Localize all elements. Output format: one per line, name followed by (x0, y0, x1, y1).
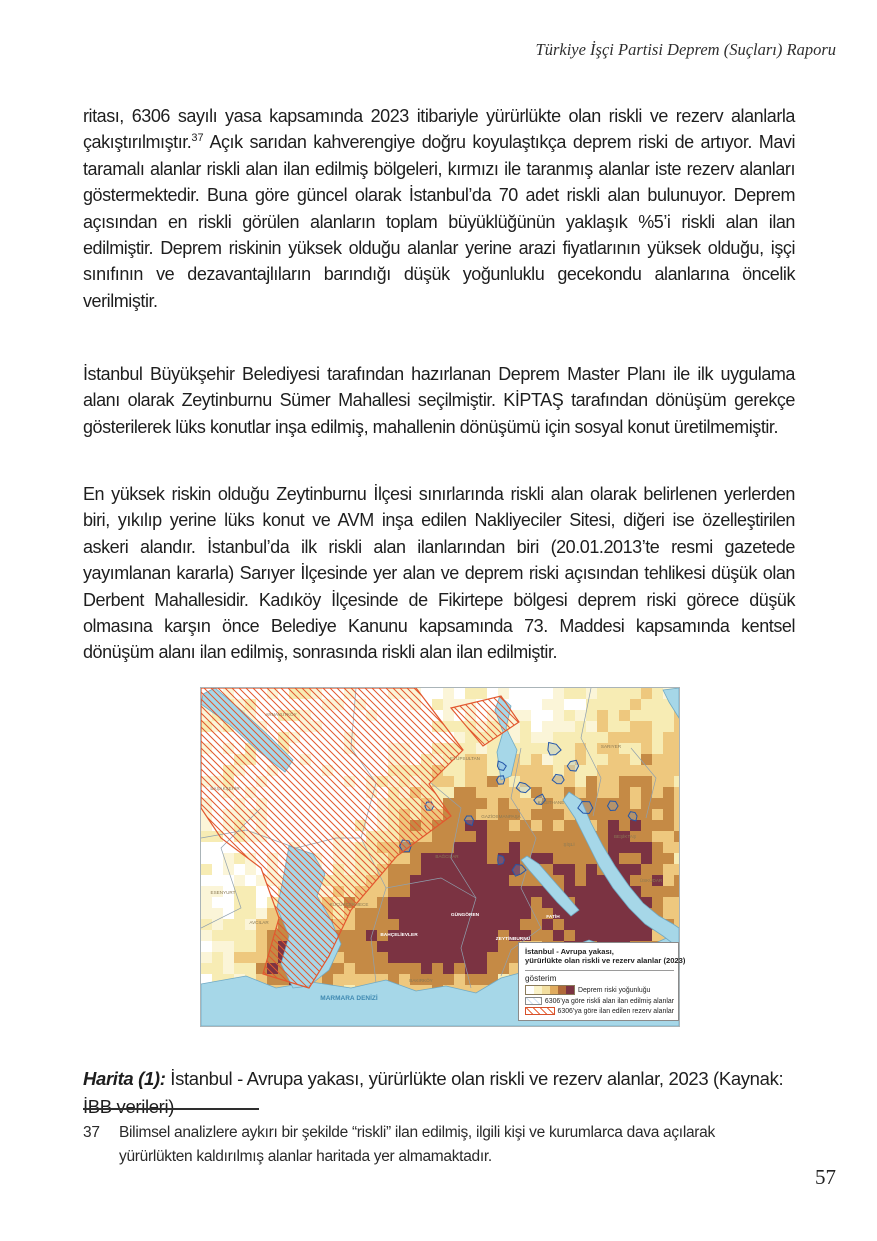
legend-item-reserve (525, 1007, 674, 1015)
legend-item-density (525, 985, 674, 995)
ramp-color-cell (534, 986, 542, 994)
footnote-separator (83, 1108, 259, 1110)
paragraph-1-text: ritası, 6306 sayılı yasa kapsamında 2023 itibariyle yürürlükte olan riskli ve rezerv alanlarla çakıştırılmıştır. (83, 106, 795, 153)
footnote-37 (83, 1121, 773, 1169)
caption-text: İstanbul - Avrupa yakası, yürürlükte olan riskli ve rezerv alanlar, 2023 (Kaynak: İBB verileri) (83, 1067, 784, 1117)
ramp-color-cell (550, 986, 558, 994)
legend-section-label: gösterim (525, 974, 557, 983)
footnote-text: Bilimsel analizlere aykırı bir şekilde “riskli” ilan edilmiş, ilgili kişi ve kurumlarca dava açılarak yürürlükten kaldırılmış alanlar haritada yer almamaktadır. (119, 1124, 715, 1165)
risk-density-ramp-swatch (525, 985, 575, 995)
map-legend (518, 942, 686, 1021)
figure-caption (83, 1065, 795, 1121)
ramp-color-cell (566, 986, 574, 994)
running-header: Türkiye İşçi Partisi Deprem (Suçları) Raporu (535, 40, 836, 59)
risky-area-swatch (525, 997, 542, 1005)
legend-title-line1: İstanbul - Avrupa yakası, (525, 946, 614, 956)
paragraph-3: En yüksek riskin olduğu Zeytinburnu İlçesi sınırlarında riskli alan olarak belirlenen yerlerden biri, yıkılıp yerine lüks konut ve AVM inşa edilen Nakliyeciler Sitesi, diğeri ise özelleştirilen askeri alandır. İstanbul’da ilk riskli alan ilanlarından biri (20.01.2013’te resmi gazetede yayımlanan kararla) Sarıyer İlçesinde yer alan ve deprem riski açısından tehlikesi düşük olan Derbent Mahallesidir. Kadıköy İlçesinde de Fikirtepe bölgesi deprem riski görece düşük olmasına karşın önce Belediye Kanunu kapsamında 73. Maddesi kapsamında kentsel dönüşüm alanı ilan edilmiş, sonrasında riskli alan ilan edilmiştir. (83, 484, 795, 663)
caption-prefix: Harita (1): (83, 1067, 166, 1089)
legend-title (525, 946, 686, 971)
legend-item-density-label: Deprem riski yoğunluğu (578, 986, 651, 994)
footnote-number: 37 (83, 1124, 100, 1141)
ramp-color-cell (542, 986, 550, 994)
legend-item-reserve-label: 6306’ya göre ilan edilen rezerv alanlar (557, 1007, 674, 1015)
legend-title-line2: yürürlükte olan riskli ve rezerv alanlar (2023) (525, 956, 686, 966)
ramp-color-cell (526, 986, 534, 994)
paragraph-2: İstanbul Büyükşehir Belediyesi tarafından hazırlanan Deprem Master Planı ile ilk uygulama alanı olarak Zeytinburnu Sümer Mahallesi seçilmiştir. KİPTAŞ tarafından dönüşüm gerekçe gösterilerek lüks konutlar inşa edilmiş, mahallenin dönüşümü için sosyal konut üretilmemiştir. (83, 364, 795, 437)
reserve-area-swatch (525, 1007, 555, 1015)
paragraph-1 (83, 103, 795, 314)
ramp-color-cell (558, 986, 566, 994)
legend-item-risky-label: 6306’ya göre riskli alan ilan edilmiş alanlar (544, 997, 674, 1005)
page-number: 57 (815, 1165, 836, 1189)
paragraph-1-text-after: Açık sarıdan kahverengiye doğru koyulaştıkça deprem riski de artıyor. Mavi taramalı alanlar riskli alan ilan edilmiş bölgeleri, kırmızı ile taranmış alanlar iste rezerv alanları göstermektedir. Buna göre güncel olarak İstanbul’da 70 adet riskli alan bulunuyor. Deprem açısından en riskli görülen alanların toplam büyüklüğünün yaklaşık %5’i riskli alan ilan edilmiştir. Deprem riskinin yüksek olduğu alanlar yerine arazi fiyatlarının yüksek olduğu, işçi sınıfının ve dezavantajlıların barındığı düşük yoğunluklu gecekondu alanlarına öncelik verilmiştir. (83, 132, 795, 311)
map-figure (200, 687, 686, 1027)
legend-item-risky (525, 997, 674, 1005)
footnote-reference-37: 37 (191, 132, 204, 145)
